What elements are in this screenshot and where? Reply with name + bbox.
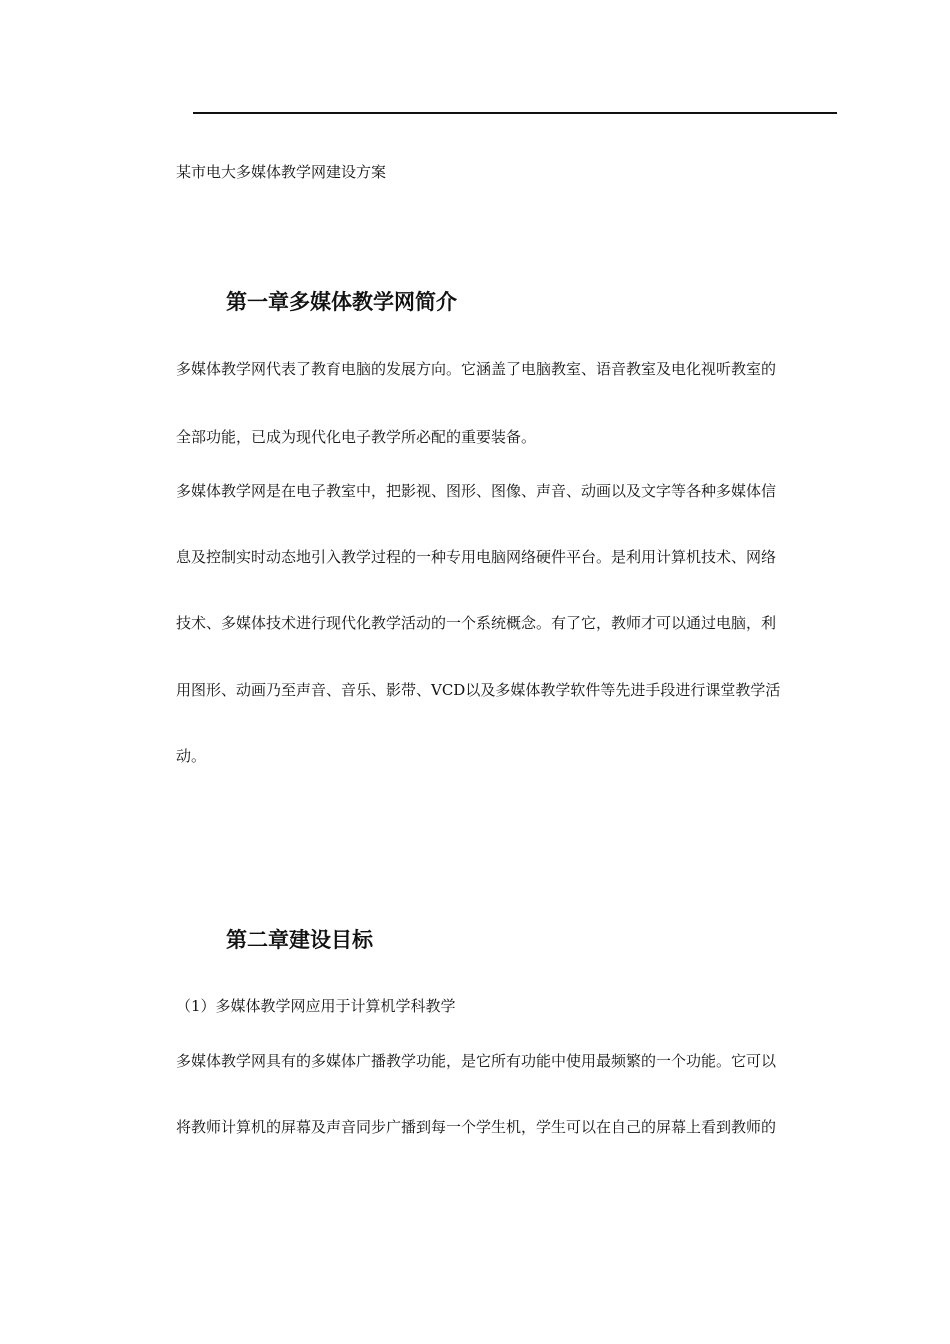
paragraph-line: 全部功能，已成为现代化电子教学所必配的重要装备。 [176,428,537,446]
subheading: （1）多媒体教学网应用于计算机学科教学 [176,997,456,1015]
paragraph-line: 技术、多媒体技术进行现代化教学活动的一个系统概念。有了它，教师才可以通过电脑，利 [176,614,777,632]
paragraph-line: 多媒体教学网是在电子教室中，把影视、图形、图像、声音、动画以及文字等各种多媒体信 [176,482,777,500]
chapter-2-heading: 第二章建设目标 [226,928,373,952]
paragraph-line: 动。 [176,747,207,765]
paragraph-line: 多媒体教学网具有的多媒体广播教学功能，是它所有功能中使用最频繁的一个功能。它可以 [176,1052,777,1070]
paragraph-line: 多媒体教学网代表了教育电脑的发展方向。它涵盖了电脑教室、语音教室及电化视听教室的 [176,360,777,378]
paragraph-line: 用图形、动画乃至声音、音乐、影带、VCD以及多媒体教学软件等先进手段进行课堂教学活 [176,681,781,699]
paragraph-line: 将教师计算机的屏幕及声音同步广播到每一个学生机，学生可以在自己的屏幕上看到教师的 [176,1118,777,1136]
paragraph-line: 息及控制实时动态地引入教学过程的一种专用电脑网络硬件平台。是利用计算机技术、网络 [176,548,777,566]
chapter-1-heading: 第一章多媒体教学网简介 [226,290,457,314]
header-rule [193,112,837,114]
document-title: 某市电大多媒体教学网建设方案 [176,163,387,181]
